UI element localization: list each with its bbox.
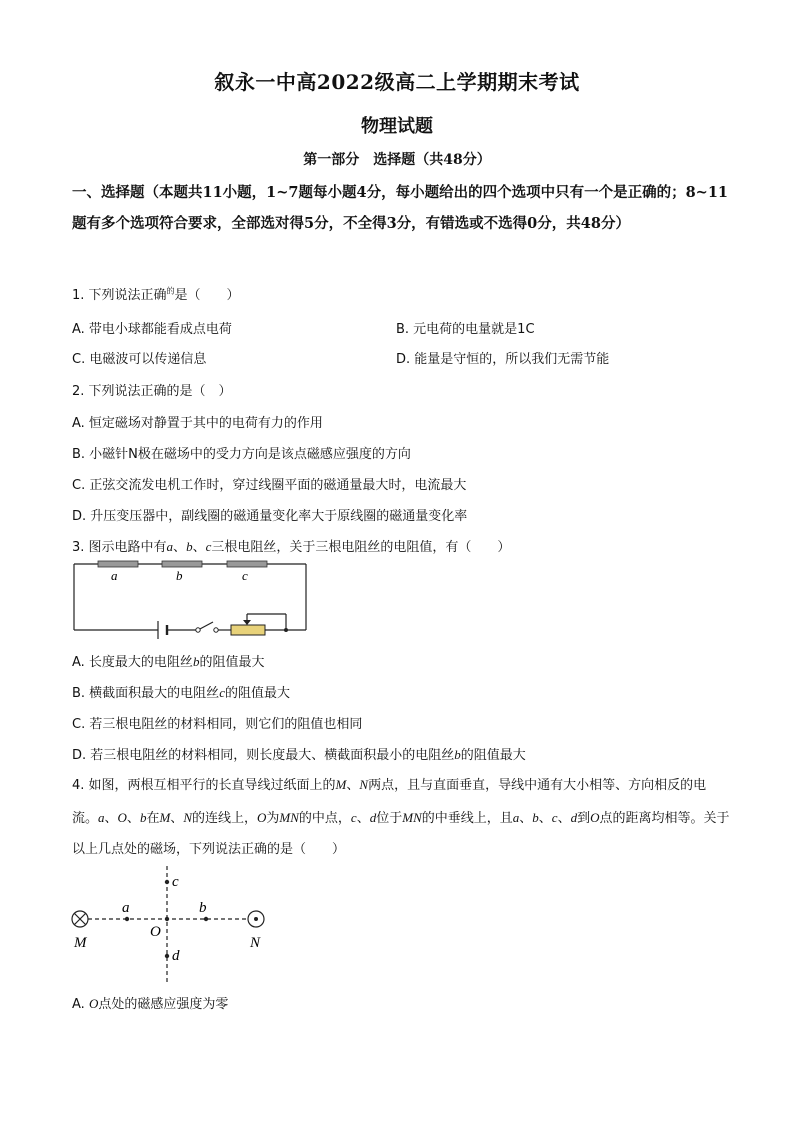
label-b: b bbox=[176, 568, 183, 583]
label-d: d bbox=[172, 948, 180, 964]
part-heading: 第一部分 选择题（共48分） bbox=[303, 152, 491, 168]
switch-contact-right bbox=[214, 628, 218, 632]
label-m: M bbox=[74, 935, 87, 951]
label-a: a bbox=[122, 900, 130, 916]
label-c: c bbox=[172, 874, 179, 890]
q3-option-b: B. 横截面积最大的电阻丝c的阻值最大 bbox=[72, 685, 290, 701]
q1-option-b: B. 元电荷的电量就是1C bbox=[396, 322, 535, 337]
resistor-c bbox=[227, 561, 267, 567]
wire-m-into-page bbox=[72, 911, 88, 927]
q2-option-a: A. 恒定磁场对静置于其中的电荷有力的作用 bbox=[72, 416, 323, 431]
label-n: N bbox=[250, 935, 261, 951]
q4-wire-field-figure bbox=[66, 860, 276, 988]
point-o bbox=[165, 917, 169, 921]
label-a: a bbox=[111, 568, 118, 583]
wire-n-out-of-page bbox=[248, 911, 264, 927]
q2-stem: 2. 下列说法正确的是（ ） bbox=[72, 384, 232, 399]
resistor-b bbox=[162, 561, 202, 567]
exam-title: 叙永一中高2022级高二上学期期末考试 bbox=[214, 70, 580, 94]
q1-option-c: C. 电磁波可以传递信息 bbox=[72, 352, 207, 367]
point-a bbox=[125, 917, 129, 921]
rheostat bbox=[231, 625, 265, 635]
label-c: c bbox=[242, 568, 248, 583]
resistor-a bbox=[98, 561, 138, 567]
q3-stem: 3. 图示电路中有a、b、c三根电阻丝，关于三根电阻丝的电阻值，有（ ） bbox=[72, 539, 511, 555]
q1-stem: 1. 下列说法正确$^的$是（ ） bbox=[72, 286, 240, 303]
q2-option-c: C. 正弦交流发电机工作时，穿过线圈平面的磁通量最大时，电流最大 bbox=[72, 478, 467, 493]
q4-stem: 4. 如图，两根互相平行的长直导线过纸面上的M、N两点，且与直面垂直，导线中通有大小相等、方向相反的电流。a、O、b在M、N的连线上，O为MN的中点，c、d位于MN的中垂线上，且a、b、c、d到O点的距离均相等。关于以上几点处的磁场，下列说法正确的是（ ） bbox=[72, 777, 730, 857]
label-b: b bbox=[199, 900, 207, 916]
q3-option-a: A. 长度最大的电阻丝b的阻值最大 bbox=[72, 654, 265, 670]
junction-dot bbox=[284, 628, 288, 632]
battery-symbol bbox=[158, 621, 167, 639]
subject-title: 物理试题 bbox=[361, 116, 433, 137]
label-o: O bbox=[150, 924, 161, 940]
q4-option-a: A. O点处的磁感应强度为零 bbox=[72, 996, 229, 1012]
switch-contact-left bbox=[196, 628, 200, 632]
q1-option-d: D. 能量是守恒的，所以我们无需节能 bbox=[396, 352, 610, 367]
q3-option-d: D. 若三根电阻丝的材料相同，则长度最大、横截面积最小的电阻丝b的阻值最大 bbox=[72, 747, 526, 763]
point-c bbox=[165, 880, 169, 884]
q3-circuit-figure bbox=[66, 558, 316, 642]
q2-option-b: B. 小磁针N极在磁场中的受力方向是该点磁感应强度的方向 bbox=[72, 447, 411, 462]
q3-option-c: C. 若三根电阻丝的材料相同，则它们的阻值也相同 bbox=[72, 717, 363, 732]
point-d bbox=[165, 954, 169, 958]
point-b bbox=[204, 917, 208, 921]
section-instructions: 一、选择题（本题共11小题，1~7题每小题4分，每小题给出的四个选项中只有一个是正确的；8~11题有多个选项符合要求，全部选对得5分，不全得3分，有错选或不选得0分，共48分） bbox=[72, 184, 729, 232]
rheostat-slider-arrow bbox=[243, 620, 251, 625]
q2-option-d: D. 升压变压器中，副线圈的磁通量变化率大于原线圈的磁通量变化率 bbox=[72, 509, 468, 524]
q1-option-a: A. 带电小球都能看成点电荷 bbox=[72, 322, 232, 337]
